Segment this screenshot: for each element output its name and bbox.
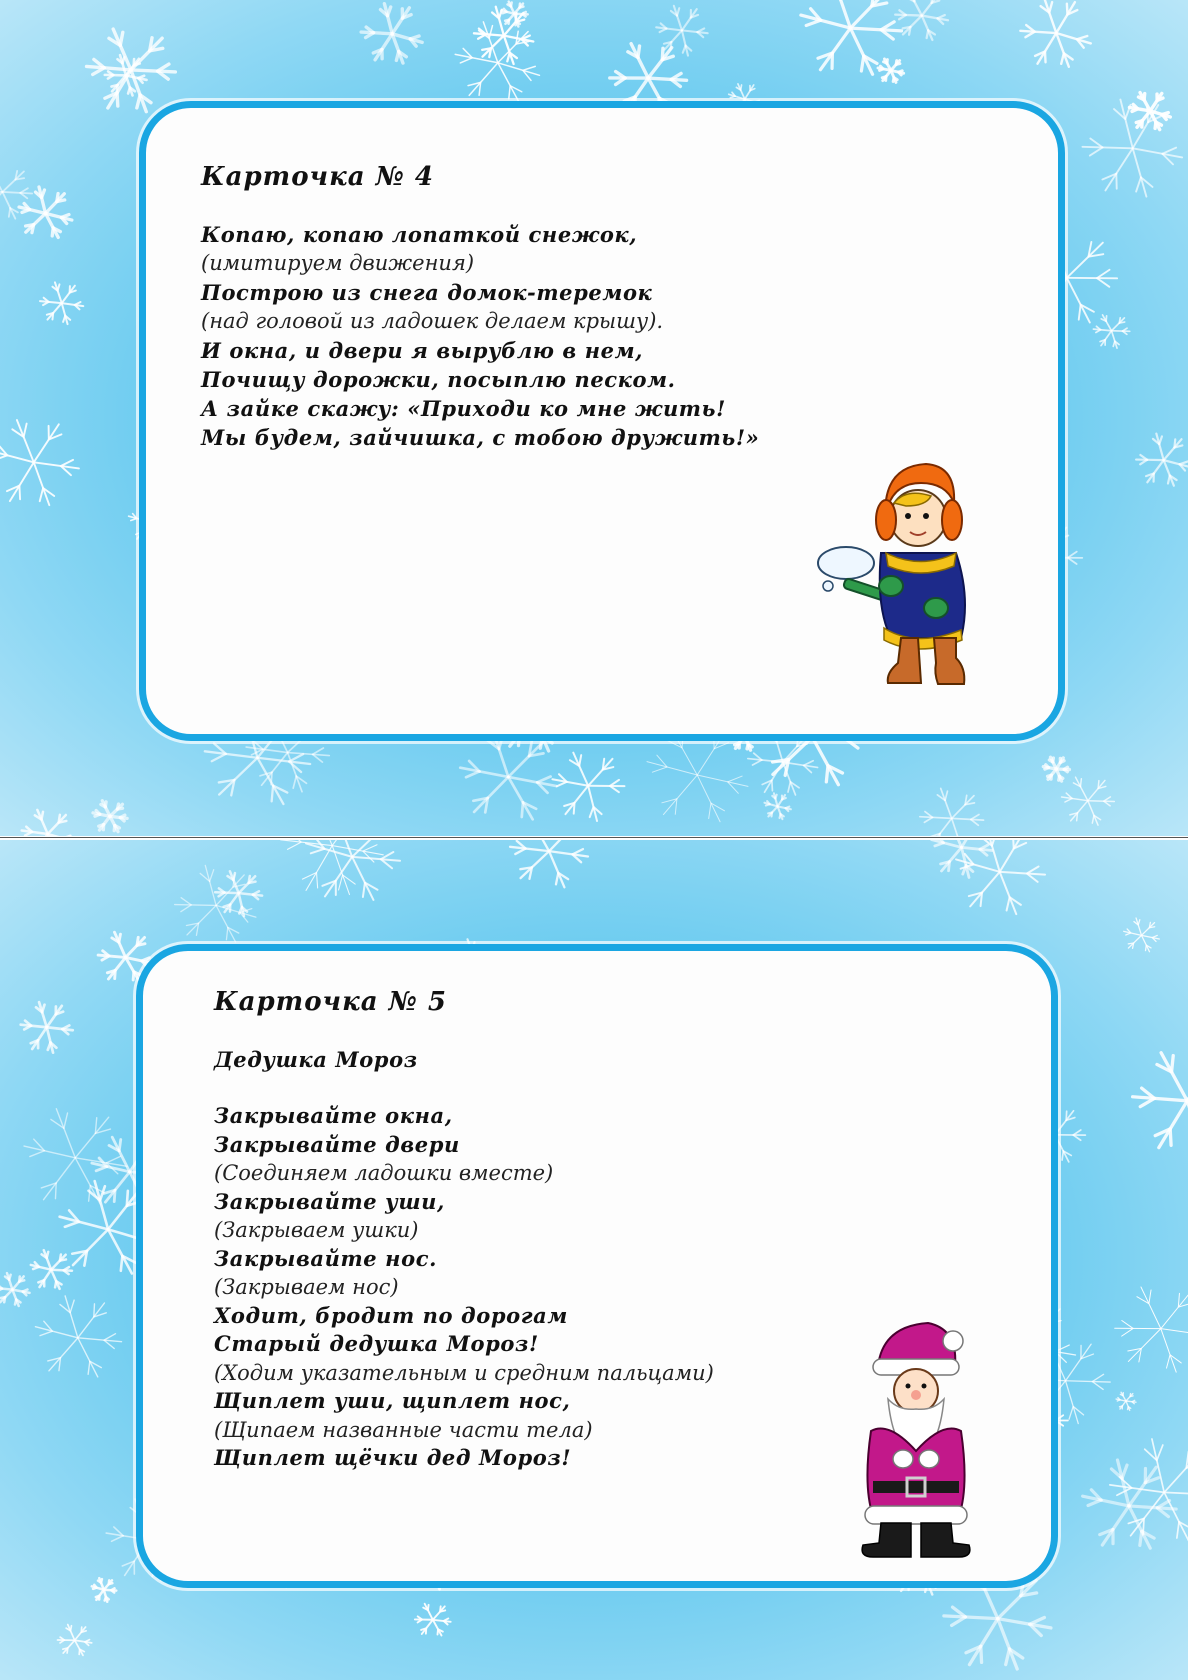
card-5 [136, 944, 1058, 1588]
snowflake-icon [21, 1002, 73, 1052]
poem-line: (Закрываем нос) [214, 1275, 399, 1299]
snowflake-icon [1110, 1439, 1188, 1541]
poem-line: Закрывайте нос. [214, 1245, 437, 1271]
snowflake-icon [415, 1604, 451, 1636]
poem-line: А зайке скажу: «Приходи ко мне жить! [201, 396, 726, 421]
card-page-bottom [0, 840, 1188, 1680]
card-4 [139, 101, 1065, 741]
snowflake-icon [1136, 434, 1188, 486]
snowflake-icon [1083, 1460, 1177, 1548]
poem-line: Построю из снега домок-теремок [201, 280, 653, 305]
snowflake-icon [19, 187, 72, 237]
snowflake-icon [647, 730, 748, 822]
snowflake-icon [1093, 315, 1129, 348]
poem-line: (Ходим указательным и средним пальцами) [214, 1360, 714, 1385]
snowflake-icon [552, 753, 624, 821]
poem-line: И окна, и двери я вырублю в нем, [201, 338, 644, 363]
snowflake-icon [0, 1273, 30, 1306]
snowflake-icon [932, 840, 993, 877]
snowflake-icon [215, 871, 262, 916]
snowflake-icon [0, 420, 79, 505]
poem-line: Почищу дорожки, посыплю песком. [201, 367, 676, 392]
snowflake-icon [40, 282, 83, 324]
poem-line: Щиплет уши, щиплет нос, [214, 1388, 571, 1413]
poem-line: Старый дедушка Мороз! [214, 1331, 539, 1356]
snowflake-icon [764, 793, 790, 819]
child-with-shovel-icon [806, 458, 1016, 693]
snowflake-icon [1062, 777, 1115, 825]
ded-moroz-icon [833, 1311, 993, 1561]
snowflake-icon [1133, 1053, 1188, 1153]
poem-line: Копаю, копаю лопаткой снежок, [201, 222, 638, 247]
snowflake-icon [1116, 1392, 1136, 1410]
snowflake-icon [1020, 0, 1090, 67]
snowflake-icon [57, 1625, 91, 1656]
snowflake-icon [35, 1296, 121, 1377]
poem-line: Мы будем, зайчишка, с тобою дружить!» [201, 425, 760, 450]
poem-line: (над головой из ладошек делаем крышу). [201, 309, 664, 333]
snowflake-icon [93, 801, 127, 832]
snowflake-icon [22, 810, 73, 836]
snowflake-icon [1115, 1287, 1188, 1372]
snowflake-icon [1043, 757, 1069, 781]
poem-line: (Соединяем ладошки вместе) [214, 1161, 554, 1185]
snowflake-icon [455, 22, 539, 101]
snowflake-icon [1124, 918, 1160, 952]
poem-line: Щиплет щёчки дед Мороз! [214, 1445, 572, 1470]
snowflake-icon [878, 59, 904, 83]
snowflake-icon [92, 1578, 116, 1602]
poem-line: (имитируем движения) [201, 251, 475, 275]
poem-line: Закрывайте окна, [214, 1103, 453, 1128]
card-5-poem [214, 1102, 714, 1473]
card-page-top [0, 0, 1188, 836]
card-5-title: Карточка № 5 [214, 987, 448, 1017]
poem-line: Закрывайте двери [214, 1131, 460, 1157]
poem-line: (Щипаем названные части тела) [214, 1417, 593, 1442]
snowflake-icon [361, 4, 422, 63]
card-4-title: Карточка № 4 [201, 162, 435, 192]
card-4-poem [201, 220, 759, 452]
snowflake-icon [1129, 93, 1170, 130]
snowflake-icon [895, 0, 948, 40]
snowflake-icon [31, 1250, 72, 1289]
card-5-subtitle: Дедушка Мороз [214, 1047, 418, 1072]
snowflake-icon [460, 730, 556, 819]
snowflake-icon [920, 788, 984, 836]
poem-line: (Закрываем ушки) [214, 1218, 419, 1242]
snowflake-icon [510, 840, 588, 887]
poem-line: Ходит, бродит по дорогам [214, 1302, 568, 1328]
snowflake-icon [175, 865, 256, 942]
poem-line: Закрывайте уши, [214, 1188, 445, 1214]
